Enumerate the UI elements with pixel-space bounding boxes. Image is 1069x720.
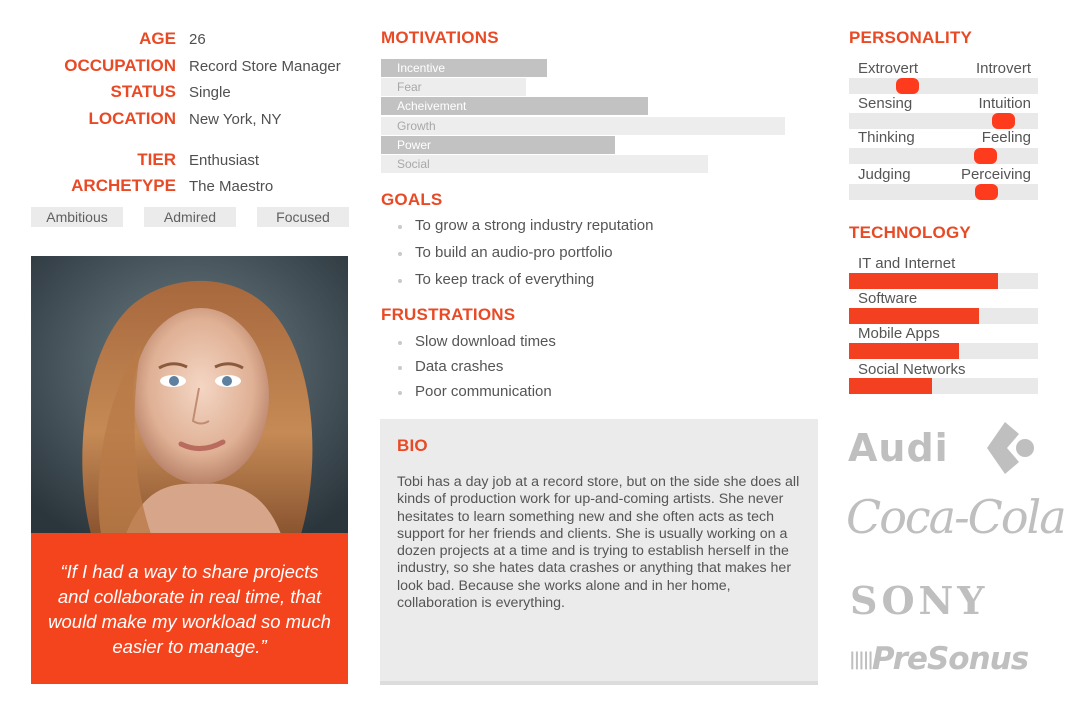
frustration-item <box>396 358 556 383</box>
motivation-label: Acheivement <box>397 99 467 114</box>
technology-title: TECHNOLOGY <box>849 223 971 242</box>
presonus-mark-icon: ||||| <box>849 649 872 670</box>
tag-focused: Focused <box>257 207 349 227</box>
bio-panel <box>380 419 818 685</box>
personality-scale-track <box>849 148 1038 164</box>
personality-right-label: Intuition <box>978 95 1031 112</box>
tier-value: Enthusiast <box>189 152 260 169</box>
motivation-label: Fear <box>397 80 422 95</box>
profile-row-status <box>20 82 360 106</box>
personality-scale-marker <box>896 78 919 94</box>
motivation-fill <box>381 117 785 135</box>
technology-bar-track <box>849 308 1038 324</box>
motivation-label: Social <box>397 157 430 171</box>
motivation-fill <box>381 155 708 173</box>
bullet-icon <box>398 341 402 345</box>
personality-left-label: Thinking <box>858 129 915 146</box>
frustrations-list <box>396 333 556 408</box>
goal-text: To grow a strong industry reputation <box>415 217 654 234</box>
technology-bar-fill <box>849 378 932 394</box>
bullet-icon <box>398 391 402 395</box>
profile-row-occupation <box>20 56 360 80</box>
bullet-icon <box>398 366 402 370</box>
personality-title: PERSONALITY <box>849 28 973 47</box>
persona-photo <box>31 256 348 534</box>
occupation-key: OCCUPATION <box>64 56 176 75</box>
goals-list <box>396 217 653 298</box>
frustration-item <box>396 333 556 358</box>
personality-scale-track <box>849 78 1038 94</box>
profile-row-age <box>20 29 360 53</box>
frustration-item <box>396 383 556 408</box>
technology-bar-track <box>849 378 1038 394</box>
bio-title: BIO <box>397 436 428 455</box>
age-key: AGE <box>139 29 176 48</box>
goal-item <box>396 217 653 244</box>
technology-label: IT and Internet <box>858 255 956 272</box>
archetype-key: ARCHETYPE <box>71 176 176 195</box>
portrait-illustration <box>31 256 348 534</box>
technology-label: Software <box>858 290 918 307</box>
frustration-text: Slow download times <box>415 333 556 350</box>
persona-quote: “If I had a way to share projects and collaborate in real time, that would make my workload so much easier to manage.” <box>31 533 348 684</box>
frustration-text: Poor communication <box>415 383 552 400</box>
personality-scale-track <box>849 184 1038 200</box>
profile-row-location <box>20 109 360 133</box>
personality-scale-marker <box>974 148 997 164</box>
personality-right-label: Introvert <box>975 60 1031 77</box>
tier-key: TIER <box>137 150 176 169</box>
technology-bar-track <box>849 273 1038 289</box>
status-key: STATUS <box>110 82 176 101</box>
bio-text: Tobi has a day job at a record store, but on the side she does all kinds of production work for up-and-coming artists. She never hesitates to learn something new and she often acts as tech support for her friends and clients. She is usually working on a dozen projects at a time and is trying to establish herself in the industry, so she hates data crashes or anything that makes her look bad. Because she works alone and in her home, collaboration is everything. <box>397 474 800 612</box>
age-value: 26 <box>189 31 206 48</box>
technology-bar-fill <box>849 308 979 324</box>
personality-left-label: Sensing <box>858 95 913 112</box>
technology-bar-fill <box>849 273 998 289</box>
personality-right-label: Feeling <box>981 129 1031 146</box>
goal-text: To keep track of everything <box>415 271 595 288</box>
motivation-bar <box>381 117 785 135</box>
motivation-label: Incentive <box>397 61 446 75</box>
tag-admired: Admired <box>144 207 236 227</box>
personality-left-label: Extrovert <box>858 60 919 77</box>
motivation-bar <box>381 97 785 115</box>
motivation-label: Growth <box>397 118 436 133</box>
personality-left-label: Judging <box>858 166 911 183</box>
audi-text: Audi <box>848 426 949 470</box>
goal-text: To build an audio-pro portfolio <box>415 244 613 261</box>
motivation-bar <box>381 136 785 154</box>
bullet-icon <box>398 252 402 256</box>
personality-right-label: Perceiving <box>960 166 1031 183</box>
profile-row-archetype <box>20 176 360 200</box>
tag-ambitious: Ambitious <box>31 207 123 227</box>
location-key: LOCATION <box>88 109 176 128</box>
motivation-bar <box>381 78 785 96</box>
personality-scale-marker <box>992 113 1015 129</box>
frustrations-title: FRUSTRATIONS <box>381 305 516 324</box>
motivation-bar <box>381 155 785 173</box>
motivations-title: MOTIVATIONS <box>381 28 499 47</box>
goal-item <box>396 244 653 271</box>
personality-scale-marker <box>975 184 998 200</box>
frustration-text: Data crashes <box>415 358 504 375</box>
profile-row-tier <box>20 150 360 174</box>
personality-scale-track <box>849 113 1038 129</box>
sony-logo: SONY <box>850 578 989 623</box>
coca-cola-logo: Coca-Cola <box>846 490 1065 544</box>
bullet-icon <box>398 279 402 283</box>
status-value: Single <box>189 84 231 101</box>
audi-chevron-icon <box>985 420 1037 476</box>
presonus-logo <box>849 641 1028 677</box>
occupation-value: Record Store Manager <box>189 58 341 75</box>
archetype-value: The Maestro <box>189 178 274 195</box>
location-value: New York, NY <box>189 111 282 128</box>
motivation-label: Power <box>397 137 432 152</box>
technology-label: Mobile Apps <box>858 325 940 342</box>
goals-title: GOALS <box>381 190 443 209</box>
technology-label: Social Networks <box>858 361 966 378</box>
technology-bar-fill <box>849 343 959 359</box>
audi-logo <box>848 426 949 470</box>
motivation-bar <box>381 59 785 77</box>
bullet-icon <box>398 225 402 229</box>
goal-item <box>396 271 653 298</box>
presonus-text: PreSonus <box>871 641 1029 677</box>
technology-bar-track <box>849 343 1038 359</box>
